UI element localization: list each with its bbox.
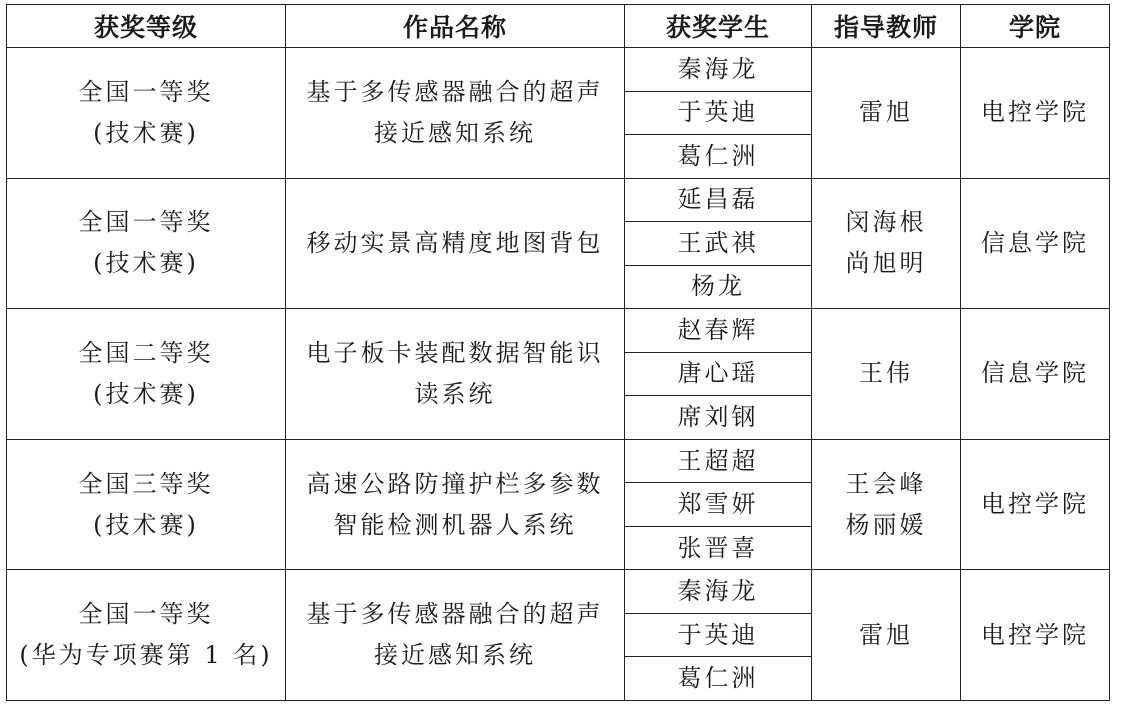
award-level-cell: 全国一等奖 (技术赛) [7,48,286,179]
header-students: 获奖学生 [625,5,812,48]
advisor-cell: 王伟 [812,309,961,440]
college-cell: 信息学院 [961,178,1110,309]
table-row [7,178,1110,222]
awards-table [6,4,1110,701]
work-title-cell: 移动实景高精度地图背包 [286,178,625,309]
student-cell: 葛仁洲 [625,657,812,701]
header-college: 学院 [961,5,1110,48]
advisor-cell: 雷旭 [812,48,961,179]
student-cell: 席刘钢 [625,396,812,440]
award-level-cell: 全国一等奖 (技术赛) [7,178,286,309]
student-cell: 张晋喜 [625,526,812,570]
student-cell: 延昌磊 [625,178,812,222]
work-title-cell: 基于多传感器融合的超声 接近感知系统 [286,48,625,179]
award-level-cell: 全国一等奖 (华为专项赛第 1 名) [7,570,286,701]
advisor-cell: 雷旭 [812,570,961,701]
advisor-cell: 闵海根 尚旭明 [812,178,961,309]
college-cell: 电控学院 [961,439,1110,570]
table-row [7,570,1110,614]
work-title-cell: 电子板卡装配数据智能识 读系统 [286,309,625,440]
student-cell: 王超超 [625,439,812,483]
student-cell: 唐心瑶 [625,352,812,396]
student-cell: 赵春辉 [625,309,812,353]
work-title-cell: 高速公路防撞护栏多参数 智能检测机器人系统 [286,439,625,570]
header-award-level: 获奖等级 [7,5,286,48]
award-level-cell: 全国三等奖 (技术赛) [7,439,286,570]
student-cell: 杨龙 [625,265,812,309]
student-cell: 葛仁洲 [625,135,812,179]
table-row [7,48,1110,92]
college-cell: 信息学院 [961,309,1110,440]
work-title-cell: 基于多传感器融合的超声 接近感知系统 [286,570,625,701]
student-cell: 于英迪 [625,91,812,135]
advisor-cell: 王会峰 杨丽媛 [812,439,961,570]
student-cell: 王武祺 [625,222,812,266]
college-cell: 电控学院 [961,570,1110,701]
college-cell: 电控学院 [961,48,1110,179]
award-level-cell: 全国二等奖 (技术赛) [7,309,286,440]
table-row [7,439,1110,483]
header-row [7,5,1110,48]
student-cell: 秦海龙 [625,570,812,614]
student-cell: 郑雪妍 [625,483,812,527]
table-row [7,309,1110,353]
header-work-title: 作品名称 [286,5,625,48]
header-advisors: 指导教师 [812,5,961,48]
student-cell: 秦海龙 [625,48,812,92]
student-cell: 于英迪 [625,613,812,657]
